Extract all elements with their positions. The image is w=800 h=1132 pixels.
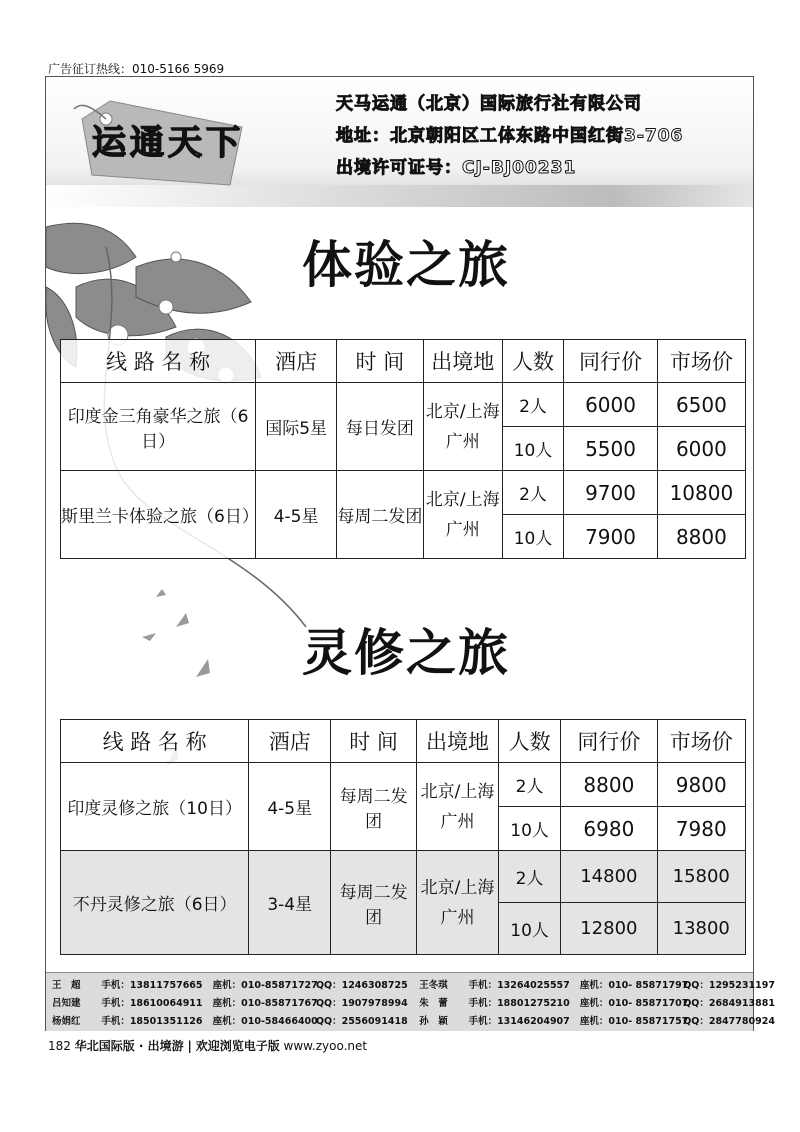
contact-qq: QQ：2847780924 [683, 1016, 775, 1027]
company-name: 天马运通（北京）国际旅行社有限公司 [336, 94, 642, 114]
contact-phone: 座机：010- 85871757 [579, 1016, 689, 1027]
pax: 10人 [498, 807, 560, 851]
contact-mobile: 手机：18610064911 [101, 998, 203, 1009]
route-time: 每周二发团 [331, 763, 417, 851]
pax: 2人 [502, 383, 564, 427]
contacts-strip [46, 972, 775, 1031]
departure-line-1: 北京/上海 [425, 401, 500, 422]
table-row [61, 763, 746, 807]
route-name: 斯里兰卡体验之旅（6日） [61, 471, 256, 559]
header-market-price: 市场价 [657, 340, 745, 383]
market-price: 10800 [657, 471, 745, 515]
header-time: 时 间 [331, 720, 417, 763]
contact-mobile: 手机：18501351126 [101, 1016, 203, 1027]
contact-mobile: 手机：18801275210 [468, 998, 570, 1009]
page-footer [48, 1037, 367, 1054]
departure-line-2: 广州 [440, 811, 475, 832]
header-peer-price: 同行价 [561, 720, 657, 763]
market-price: 8800 [657, 515, 745, 559]
table-row [61, 851, 746, 903]
table-row [61, 471, 746, 515]
contact-row [52, 995, 775, 1009]
route-hotel: 3-4星 [249, 851, 331, 955]
contact-name: 孙 颖 [419, 1016, 448, 1027]
contact-phone: 座机：010-85871767 [212, 998, 318, 1009]
route-hotel: 国际5星 [256, 383, 337, 471]
table-header-row [61, 720, 746, 763]
contact-name: 王 超 [52, 980, 81, 991]
header-hotel: 酒店 [256, 340, 337, 383]
pax: 2人 [502, 471, 564, 515]
departure-line-2: 广州 [445, 519, 480, 540]
contact-qq: QQ：1295231197 [683, 980, 775, 991]
table-header-row [61, 340, 746, 383]
pax: 10人 [502, 515, 564, 559]
departure-line-2: 广州 [440, 907, 475, 928]
contact-qq: QQ：2684913881 [683, 998, 775, 1009]
route-departure [423, 471, 502, 559]
pax: 2人 [498, 763, 560, 807]
header-peer-price: 同行价 [564, 340, 657, 383]
contact-phone: 座机：010- 85871707 [579, 998, 689, 1009]
departure-line-2: 广州 [445, 431, 480, 452]
market-price: 15800 [657, 851, 745, 903]
market-price: 6500 [657, 383, 745, 427]
contact-mobile: 手机：13146204907 [468, 1016, 570, 1027]
peer-price: 6000 [564, 383, 657, 427]
pax: 10人 [498, 903, 560, 955]
footer-slogan: 欢迎浏览电子版 [195, 1039, 280, 1053]
route-table-spiritual [60, 719, 746, 955]
route-time: 每周二发团 [337, 471, 424, 559]
footer-separator: | [187, 1039, 192, 1053]
route-name: 印度灵修之旅（10日） [61, 763, 249, 851]
publication-name: 华北国际版 · 出境游 [74, 1039, 184, 1053]
contact-qq: QQ：1907978994 [315, 998, 408, 1009]
header-route-name: 线 路 名 称 [61, 340, 256, 383]
departure-line-1: 北京/上海 [425, 489, 500, 510]
page-number: 182 [48, 1039, 71, 1053]
header-route-name: 线 路 名 称 [61, 720, 249, 763]
contact-phone: 座机：010- 85871797 [579, 980, 689, 991]
header-time: 时 间 [337, 340, 424, 383]
route-time: 每周二发团 [331, 851, 417, 955]
contact-row [52, 1013, 775, 1027]
page-frame [45, 76, 775, 1031]
peer-price: 14800 [561, 851, 657, 903]
section-title-experience: 体验之旅 [302, 236, 510, 294]
peer-price: 8800 [561, 763, 657, 807]
peer-price: 6980 [561, 807, 657, 851]
contact-name: 王冬琪 [419, 980, 448, 991]
contact-phone: 座机：010-58466400 [212, 1016, 318, 1027]
header-pax: 人数 [498, 720, 560, 763]
header-pax: 人数 [502, 340, 564, 383]
route-name: 印度金三角豪华之旅（6日） [61, 383, 256, 471]
contact-name: 吕知建 [52, 998, 81, 1009]
route-name: 不丹灵修之旅（6日） [61, 851, 249, 955]
market-price: 13800 [657, 903, 745, 955]
route-table-experience [60, 339, 746, 559]
contact-qq: QQ：2556091418 [315, 1016, 408, 1027]
contact-qq: QQ：1246308725 [315, 980, 408, 991]
pax: 2人 [498, 851, 560, 903]
section-title-spiritual: 灵修之旅 [302, 624, 510, 682]
market-price: 7980 [657, 807, 745, 851]
header-market-price: 市场价 [657, 720, 745, 763]
header-departure: 出境地 [417, 720, 499, 763]
route-departure [423, 383, 502, 471]
peer-price: 5500 [564, 427, 657, 471]
header-departure: 出境地 [423, 340, 502, 383]
route-hotel: 4-5星 [249, 763, 331, 851]
logo-text: 运通天下 [92, 123, 244, 163]
footer-url: www.zyoo.net [283, 1039, 368, 1053]
header-hotel: 酒店 [249, 720, 331, 763]
contact-name: 杨娟红 [52, 1016, 81, 1027]
contact-name: 朱 蕾 [419, 998, 448, 1009]
contact-mobile: 手机：13264025557 [468, 980, 570, 991]
contact-phone: 座机：010-85871727 [212, 980, 318, 991]
table-row [61, 383, 746, 427]
departure-line-1: 北京/上海 [420, 781, 495, 802]
ad-hotline: 广告征订热线：010-5166 5969 [48, 62, 225, 76]
route-time: 每日发团 [337, 383, 424, 471]
contact-mobile: 手机：13811757665 [101, 980, 203, 991]
header-rule [46, 185, 753, 207]
company-license: 出境许可证号：CJ-BJ00231 [336, 158, 577, 178]
market-price: 9800 [657, 763, 745, 807]
route-hotel: 4-5星 [256, 471, 337, 559]
contact-row [52, 977, 775, 991]
peer-price: 9700 [564, 471, 657, 515]
peer-price: 7900 [564, 515, 657, 559]
pax: 10人 [502, 427, 564, 471]
departure-line-1: 北京/上海 [420, 877, 495, 898]
route-departure [417, 763, 499, 851]
peer-price: 12800 [561, 903, 657, 955]
route-departure [417, 851, 499, 955]
market-price: 6000 [657, 427, 745, 471]
company-address: 地址：北京朝阳区工体东路中国红街3-706 [336, 126, 684, 146]
